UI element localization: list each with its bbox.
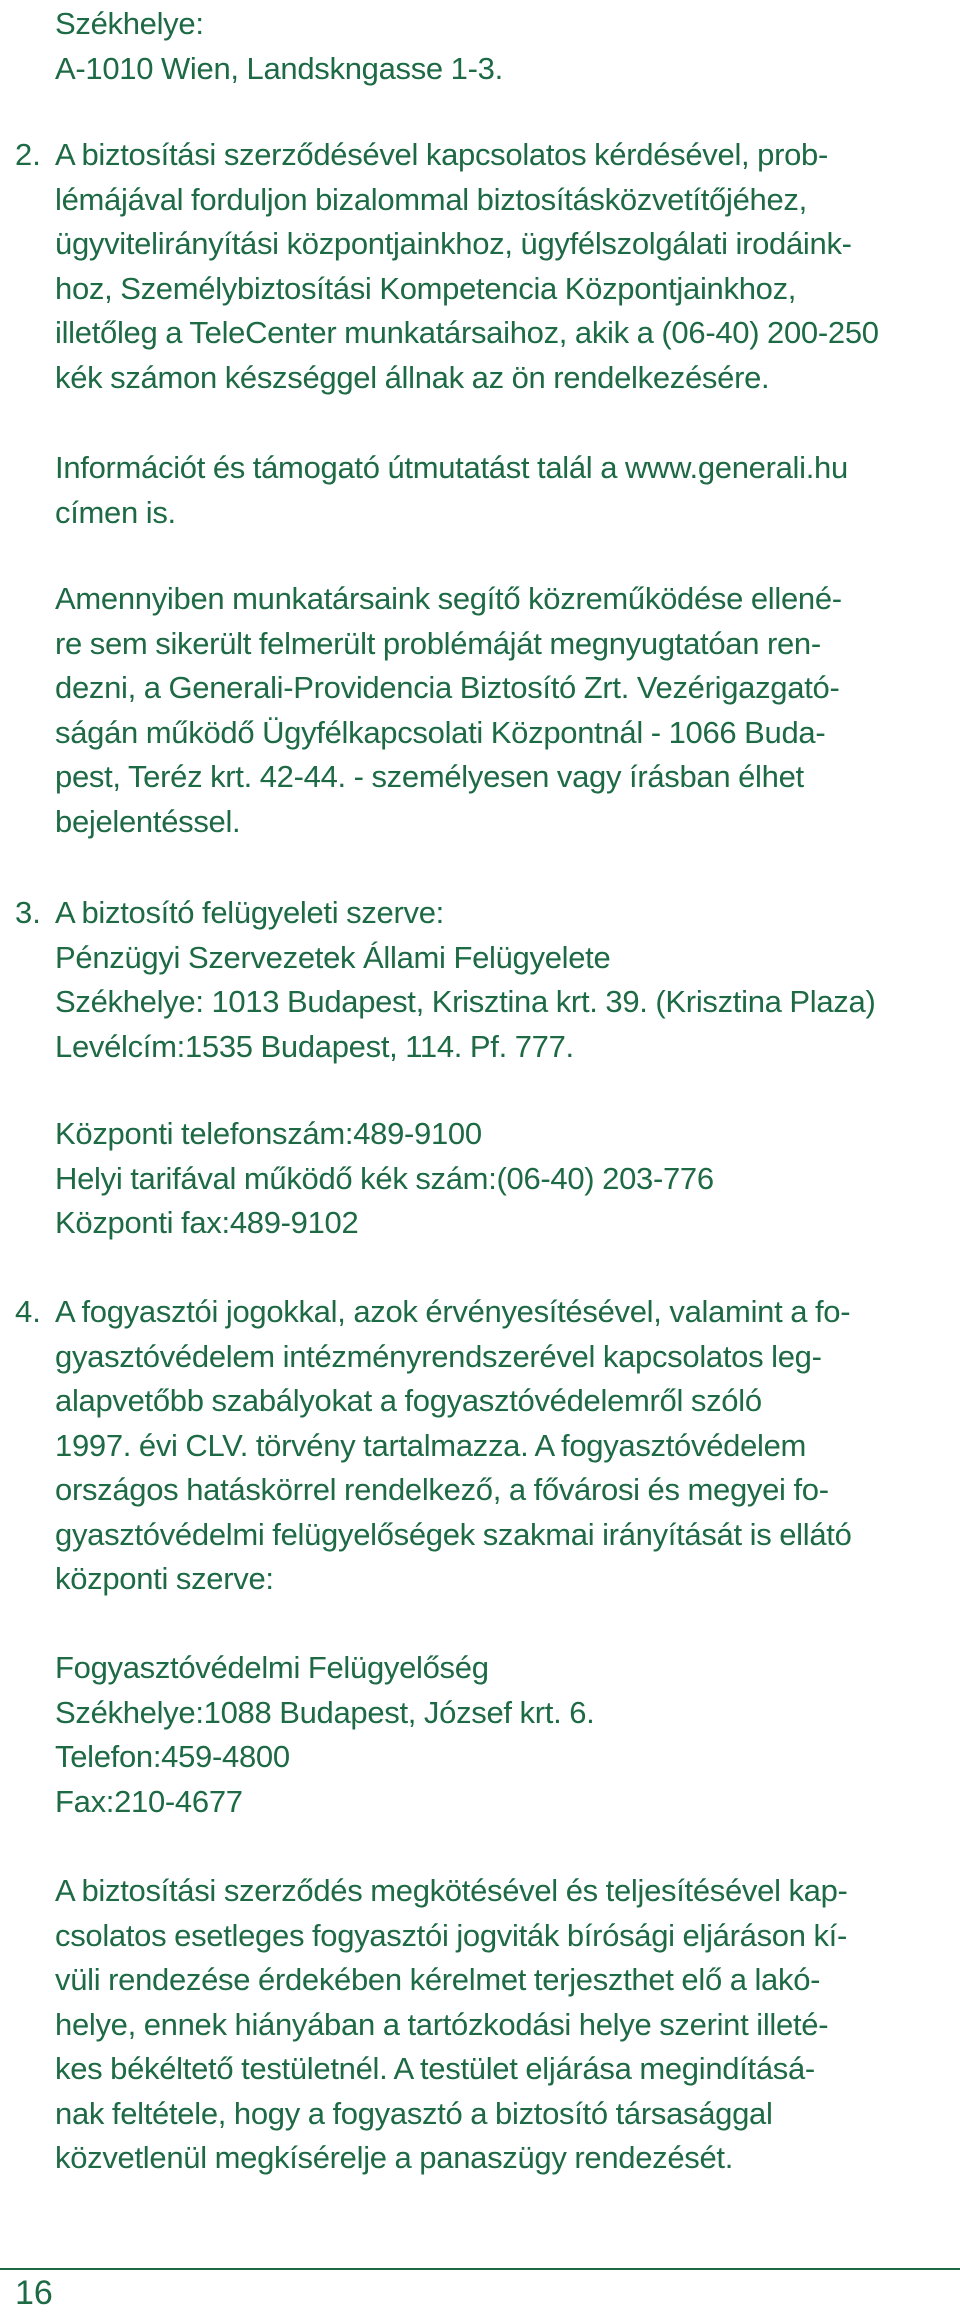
seat-label: Székhelye: xyxy=(55,6,204,41)
text-line: dezni, a Generali-Providencia Biztosító Zrt. Vezérigazgató- xyxy=(55,670,840,705)
text-line: Helyi tarifával működő kék szám:(06-40) 203-776 xyxy=(55,1160,714,1196)
text-line: A biztosító felügyeleti szerve: xyxy=(55,895,444,930)
text-line: gyasztóvédelmi felügyelőségek szakmai irányítását is ellátó xyxy=(55,1516,852,1552)
text-line: alapvetőbb szabályokat a fogyasztóvédelemről szóló xyxy=(55,1383,762,1418)
section-3-supervisor-block xyxy=(55,891,945,1069)
section-2-paragraph-3 xyxy=(55,577,945,844)
text-line: Telefon:459-4800 xyxy=(55,1739,290,1774)
section-4-number: 4. xyxy=(15,1294,41,1329)
text-line: Székhelye: 1013 Budapest, Krisztina krt. 39. (Krisztina Plaza) xyxy=(55,984,876,1019)
text-line: Fogyasztóvédelmi Felügyelőség xyxy=(55,1650,489,1685)
text-line: helye, ennek hiányában a tartózkodási helye szerint illeté- xyxy=(55,2006,829,2042)
text-line: A biztosítási szerződésével kapcsolatos kérdésével, prob- xyxy=(55,137,829,172)
text-line: ságán működő Ügyfélkapcsolati Központnál - 1066 Buda- xyxy=(55,714,826,750)
section-3-contact-block xyxy=(55,1112,945,1246)
section-4-paragraph-3 xyxy=(55,1869,945,2181)
seat-address: A-1010 Wien, Landskngasse 1-3. xyxy=(55,50,503,86)
text-line: címen is. xyxy=(55,494,176,530)
text-line: központi szerve: xyxy=(55,1561,274,1596)
section-4-paragraph-1 xyxy=(55,1290,945,1602)
section-3-number: 3. xyxy=(15,895,41,930)
text-line: Információt és támogató útmutatást talál a www.generali.hu xyxy=(55,450,848,485)
text-line: A biztosítási szerződés megkötésével és teljesítésével kap- xyxy=(55,1873,848,1908)
text-line: Levélcím:1535 Budapest, 114. Pf. 777. xyxy=(55,1028,574,1064)
text-line: bejelentéssel. xyxy=(55,803,241,839)
text-line: hoz, Személybiztosítási Kompetencia Központjainkhoz, xyxy=(55,270,797,306)
text-line: Amennyiben munkatársaink segítő közreműködése ellené- xyxy=(55,581,842,616)
page-number: 16 xyxy=(15,2274,53,2312)
text-line: Székhelye:1088 Budapest, József krt. 6. xyxy=(55,1694,595,1730)
text-line: Központi fax:489-9102 xyxy=(55,1205,359,1240)
section-4-authority-block xyxy=(55,1646,945,1824)
text-line: illetőleg a TeleCenter munkatársaihoz, akik a (06-40) 200-250 xyxy=(55,315,879,350)
text-line: nak feltétele, hogy a fogyasztó a biztosító társasággal xyxy=(55,2095,773,2131)
text-line: országos hatáskörrel rendelkező, a fővárosi és megyei fo- xyxy=(55,1472,829,1507)
footer-divider xyxy=(0,2268,960,2270)
section-2-number: 2. xyxy=(15,137,41,172)
text-line: Központi telefonszám:489-9100 xyxy=(55,1116,482,1151)
text-line: vüli rendezése érdekében kérelmet terjeszthet elő a lakó- xyxy=(55,1962,821,1997)
text-line: csolatos esetleges fogyasztói jogviták bírósági eljáráson kí- xyxy=(55,1917,848,1953)
text-line: ügyvitelirányítási központjainkhoz, ügyfélszolgálati irodáink- xyxy=(55,226,852,261)
text-line: pest, Teréz krt. 42-44. - személyesen vagy írásban élhet xyxy=(55,759,804,794)
section-2-paragraph-2 xyxy=(55,446,945,535)
text-line: re sem sikerült felmerült problémáját megnyugtatóan ren- xyxy=(55,625,821,661)
text-line: lémájával forduljon bizalommal biztosításközvetítőjéhez, xyxy=(55,181,807,217)
section-2-paragraph-1 xyxy=(55,133,945,400)
text-line: A fogyasztói jogokkal, azok érvényesítésével, valamint a fo- xyxy=(55,1294,851,1329)
text-line: gyasztóvédelem intézményrendszerével kapcsolatos leg- xyxy=(55,1338,822,1374)
text-line: kes békéltető testületnél. A testület eljárása megindításá- xyxy=(55,2051,815,2086)
text-line: Pénzügyi Szervezetek Állami Felügyelete xyxy=(55,939,611,975)
text-line: Fax:210-4677 xyxy=(55,1783,243,1819)
seat-address-block xyxy=(55,2,945,91)
text-line: 1997. évi CLV. törvény tartalmazza. A fogyasztóvédelem xyxy=(55,1427,807,1463)
text-line: közvetlenül megkísérelje a panaszügy rendezését. xyxy=(55,2140,734,2175)
text-line: kék számon készséggel állnak az ön rendelkezésére. xyxy=(55,359,770,395)
